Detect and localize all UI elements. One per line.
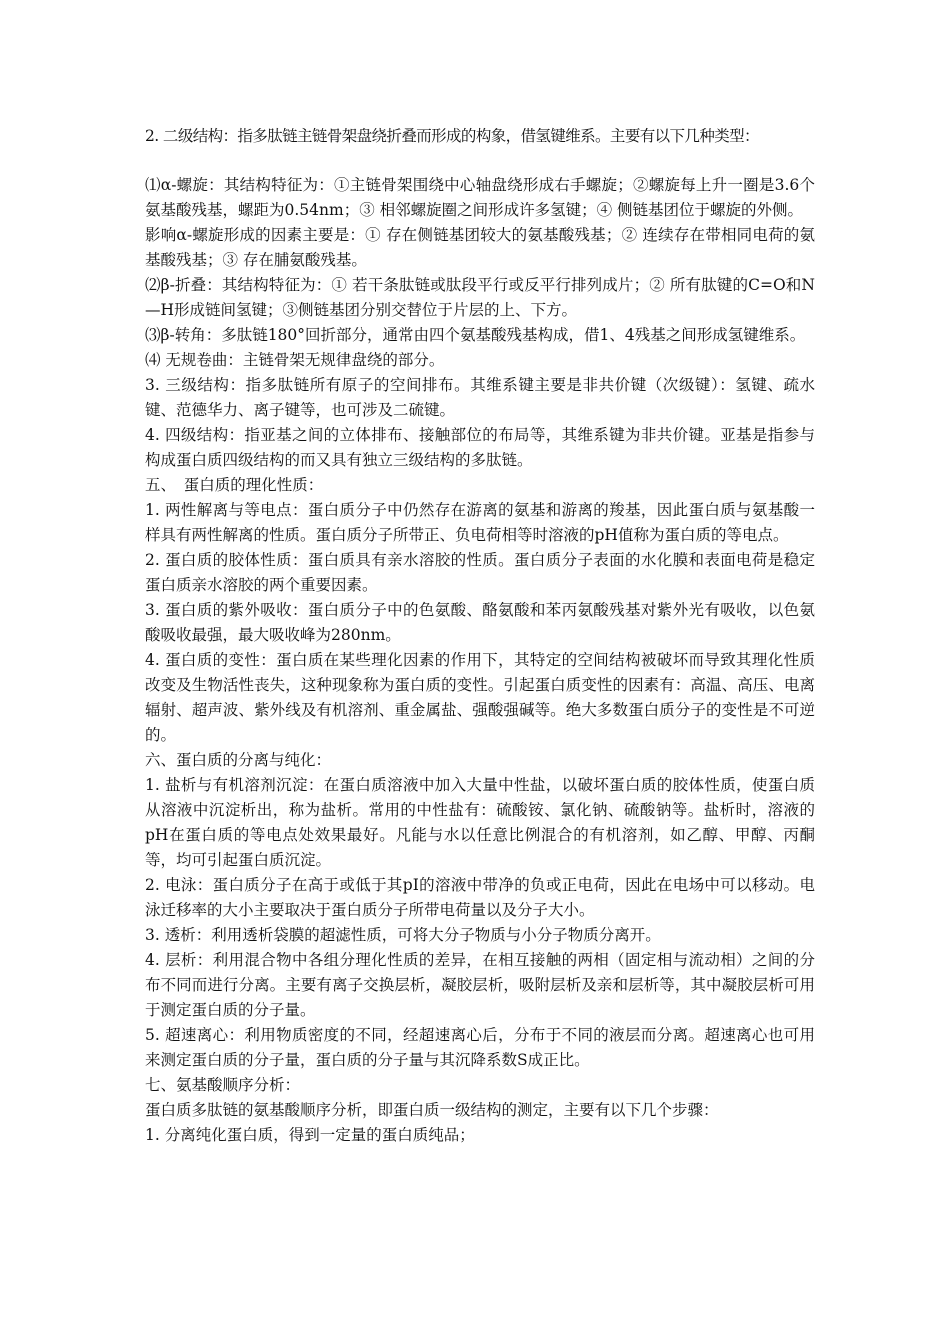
- paragraph-dialysis: 3. 透析：利用透析袋膜的超滤性质，可将大分子物质与小分子物质分离开。: [145, 926, 661, 944]
- paragraph-secondary-structure: 2. 二级结构：指多肽链主链骨架盘绕折叠而形成的构象，借氢键维系。主要有以下几种类型：: [145, 127, 759, 145]
- paragraph-electrophoresis: 2. 电泳：蛋白质分子在高于或低于其pI的溶液中带净的负或正电荷，因此在电场中可以移动。电泳迁移率的大小主要取决于蛋白质分子所带电荷量以及分子大小。: [145, 876, 815, 919]
- paragraph-tertiary-structure: 3. 三级结构：指多肽链所有原子的空间排布。其维系键主要是非共价键（次级键）：氢键、疏水键、范德华力、离子键等，也可涉及二硫键。: [145, 376, 815, 419]
- paragraph-isoelectric-point: 1. 两性解离与等电点：蛋白质分子中仍然存在游离的氨基和游离的羧基，因此蛋白质与氨基酸一样具有两性解离的性质。蛋白质分子所带正、负电荷相等时溶液的pH值称为蛋白质的等电点。: [145, 501, 815, 544]
- section-heading-sequencing: 七、氨基酸顺序分析：: [145, 1076, 301, 1094]
- paragraph-sequencing-intro: 蛋白质多肽链的氨基酸顺序分析，即蛋白质一级结构的测定，主要有以下几个步骤：: [145, 1101, 719, 1119]
- paragraph-alpha-helix: ⑴α-螺旋：其结构特征为：①主链骨架围绕中心轴盘绕形成右手螺旋；②螺旋每上升一圈是3.6个氨基酸残基，螺距为0.54nm；③ 相邻螺旋圈之间形成许多氢键；④ 侧链基团位于螺旋的外侧。: [145, 176, 815, 219]
- paragraph-gap: [145, 149, 815, 173]
- paragraph-ultracentrifugation: 5. 超速离心：利用物质密度的不同，经超速离心后，分布于不同的液层而分离。超速离心也可用来测定蛋白质的分子量，蛋白质的分子量与其沉降系数S成正比。: [145, 1026, 815, 1069]
- section-heading-separation: 六、蛋白质的分离与纯化：: [145, 751, 332, 769]
- paragraph-denaturation: 4. 蛋白质的变性：蛋白质在某些理化因素的作用下，其特定的空间结构被破坏而导致其理化性质改变及生物活性丧失，这种现象称为蛋白质的变性。引起蛋白质变性的因素有：高温、高压、电离辐射、超声波、紫外线及有机溶剂、重金属盐、强酸强碱等。绝大多数蛋白质分子的变性是不可逆的。: [145, 651, 815, 744]
- paragraph-chromatography: 4. 层析：利用混合物中各组分理化性质的差异，在相互接触的两相（固定相与流动相）之间的分布不同而进行分离。主要有离子交换层析，凝胶层析，吸附层析及亲和层析等，其中凝胶层析可用于测定蛋白质的分子量。: [145, 951, 815, 1019]
- paragraph-beta-turn: ⑶β-转角：多肽链180°回折部分，通常由四个氨基酸残基构成，借1、4残基之间形成氢键维系。: [145, 326, 806, 344]
- section-heading-properties: 五、 蛋白质的理化性质：: [145, 476, 324, 494]
- paragraph-alpha-helix-factors: 影响α-螺旋形成的因素主要是：① 存在侧链基团较大的氨基酸残基；② 连续存在带相同电荷的氨基酸残基；③ 存在脯氨酸残基。: [145, 226, 815, 269]
- paragraph-quaternary-structure: 4. 四级结构：指亚基之间的立体排布、接触部位的布局等，其维系键为非共价键。亚基是指参与构成蛋白质四级结构的而又具有独立三级结构的多肽链。: [145, 426, 815, 469]
- document-body: [145, 124, 815, 1148]
- paragraph-uv-absorption: 3. 蛋白质的紫外吸收：蛋白质分子中的色氨酸、酪氨酸和苯丙氨酸残基对紫外光有吸收，以色氨酸吸收最强，最大吸收峰为280nm。: [145, 601, 815, 644]
- paragraph-sequencing-step-1: 1. 分离纯化蛋白质，得到一定量的蛋白质纯品；: [145, 1126, 475, 1144]
- paragraph-random-coil: ⑷ 无规卷曲：主链骨架无规律盘绕的部分。: [145, 351, 445, 369]
- paragraph-salting-out: 1. 盐析与有机溶剂沉淀：在蛋白质溶液中加入大量中性盐，以破坏蛋白质的胶体性质，使蛋白质从溶液中沉淀析出，称为盐析。常用的中性盐有：硫酸铵、氯化钠、硫酸钠等。盐析时，溶液的pH在蛋白质的等电点处效果最好。凡能与水以任意比例混合的有机溶剂，如乙醇、甲醇、丙酮等，均可引起蛋白质沉淀。: [145, 776, 815, 869]
- paragraph-colloid: 2. 蛋白质的胶体性质：蛋白质具有亲水溶胶的性质。蛋白质分子表面的水化膜和表面电荷是稳定蛋白质亲水溶胶的两个重要因素。: [145, 551, 815, 594]
- paragraph-beta-sheet: ⑵β-折叠：其结构特征为：① 若干条肽链或肽段平行或反平行排列成片；② 所有肽键的C=O和N—H形成链间氢键；③侧链基团分别交替位于片层的上、下方。: [145, 276, 815, 319]
